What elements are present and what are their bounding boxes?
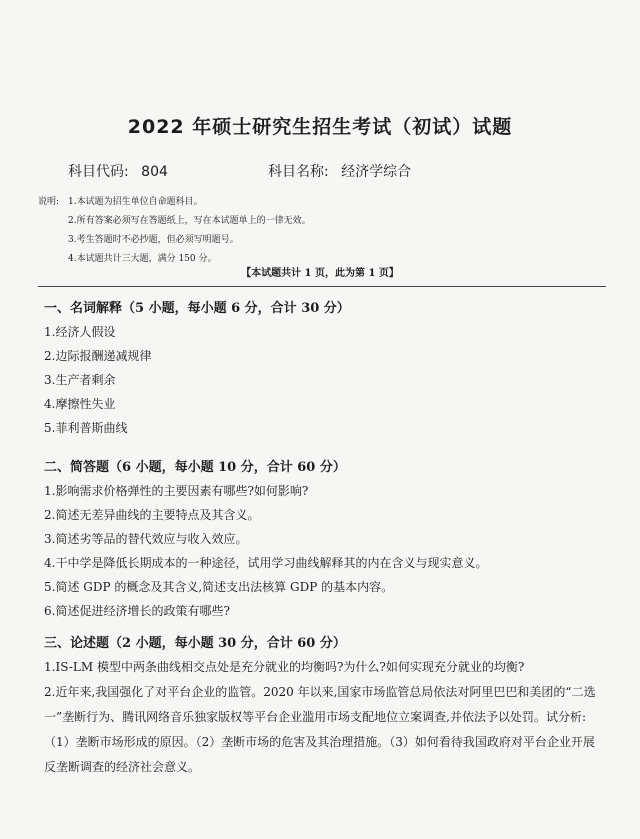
question-item: 5.菲利普斯曲线 xyxy=(44,421,128,435)
question-item: 4.摩擦性失业 xyxy=(44,397,116,411)
question-item: 3.简述劣等品的替代效应与收入效应。 xyxy=(44,532,248,546)
page-info: 【本试题共计 1 页，此为第 1 页】 xyxy=(241,268,399,279)
subject-code-label: 科目代码: xyxy=(68,164,129,180)
subject-code-value: 804 xyxy=(141,164,168,180)
question-item: 4.干中学是降低长期成本的一种途径，试用学习曲线解释其的内在含义与现实意义。 xyxy=(44,556,488,570)
exam-title: 2022 年硕士研究生招生考试（初试）试题 xyxy=(127,116,513,138)
question-item: 2.边际报酬递减规律 xyxy=(44,349,152,363)
question-item: 3.生产者剩余 xyxy=(44,373,116,387)
subject-name xyxy=(268,161,411,181)
question-item: 6.简述促进经济增长的政策有哪些? xyxy=(44,604,230,618)
instructions-head: 说明: xyxy=(38,197,60,207)
instruction-item: 1.本试题为招生单位自命题科目。 xyxy=(68,197,203,207)
exam-instructions xyxy=(38,193,311,269)
header-divider xyxy=(38,286,606,287)
instruction-item: 3.考生答题时不必抄题，但必须写明题号。 xyxy=(68,235,239,245)
section-essay xyxy=(44,632,604,780)
question-item: 1.影响需求价格弹性的主要因素有哪些?如何影响? xyxy=(44,484,309,498)
section-definitions xyxy=(44,297,604,440)
question-item: 5.简述 GDP 的概念及其含义,简述支出法核算 GDP 的基本内容。 xyxy=(44,580,394,594)
section-title: 三、论述题（2 小题，每小题 30 分，合计 60 分） xyxy=(44,636,346,651)
subject-name-label: 科目名称: xyxy=(268,164,329,180)
section-short-answer xyxy=(44,456,604,623)
instruction-item: 2.所有答案必须写在答题纸上，写在本试题单上的一律无效。 xyxy=(68,216,311,226)
section-title: 一、名词解释（5 小题，每小题 6 分，合计 30 分） xyxy=(44,301,350,316)
question-item: 2.近年来,我国强化了对平台企业的监管。2020 年以来,国家市场监管总局依法对阿里巴巴和美团的“二选一”垄断行为、腾讯网络音乐独家版权等平台企业滥用市场支配地位立案调查,并依法予以处罚。试分析:（1）垄断市场形成的原因。（2）垄断市场的危害及其治理措施。（3）如何看待我国政府对平台企业开展反垄断调查的经济社会意义。 xyxy=(44,685,596,774)
question-item: 1.经济人假设 xyxy=(44,325,116,339)
question-item: 2.简述无差异曲线的主要特点及其含义。 xyxy=(44,508,260,522)
subject-name-value: 经济学综合 xyxy=(341,164,412,180)
question-item: 1.IS-LM 模型中两条曲线相交点处是充分就业的均衡吗?为什么?如何实现充分就业的均衡? xyxy=(44,660,525,674)
section-title: 二、简答题（6 小题，每小题 10 分，合计 60 分） xyxy=(44,460,346,475)
instruction-item: 4.本试题共计三大题，满分 150 分。 xyxy=(68,254,217,264)
subject-code xyxy=(68,161,168,181)
